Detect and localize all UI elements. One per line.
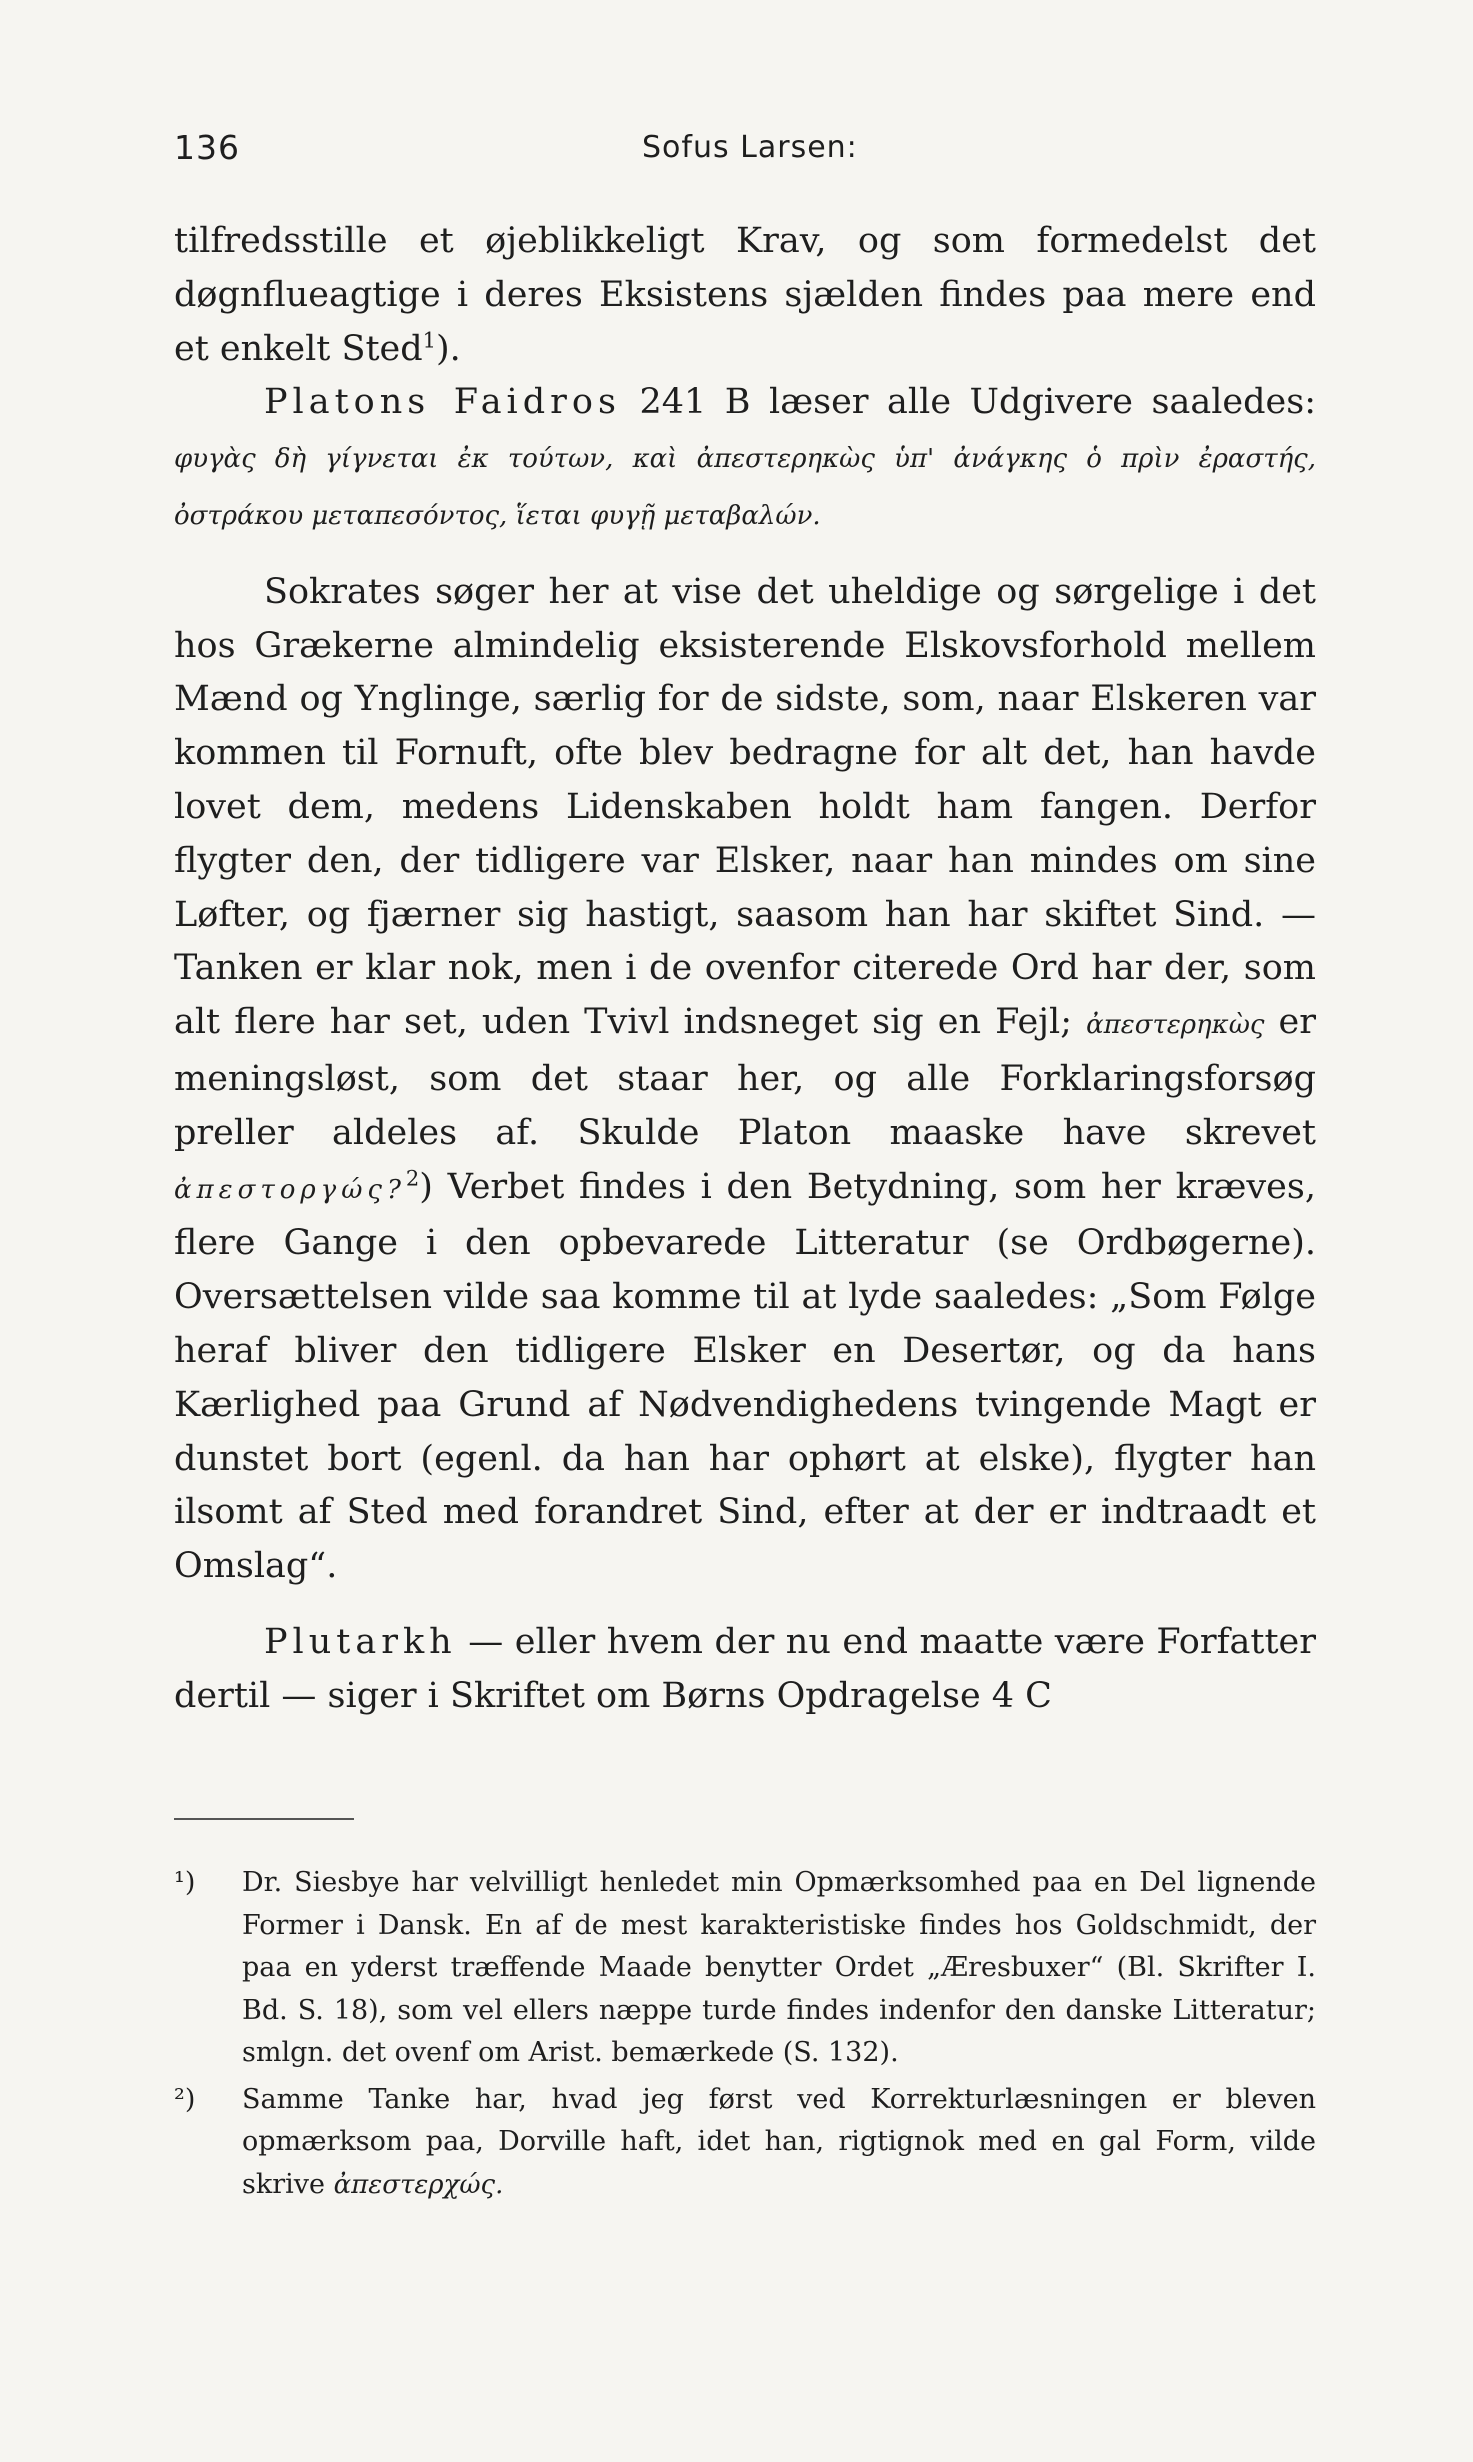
- running-head: Sofus Larsen:: [642, 130, 858, 165]
- paragraph-3-text-a: Sokrates søger her at vise det uheldige og sørgelige i det hos Grækerne almindelig eksisterende Elskovsforhold mellem Mænd og Ynglinge, særlig for de sidste, som, naar Elskeren var kommen til Fornuft, ofte blev bedragne for alt det, han havde lovet dem, medens Lidenskaben holdt ham fangen. Derfor flygter den, der tidligere var Elsker, naar han mindes om sine Løfter, og fjærner sig hastigt, saasom han har skiftet Sind. — Tanken er klar nok, men i de ovenfor citerede Ord har der, som alt flere har set, uden Tvivl indsneget sig en Fejl;: [174, 571, 1316, 1043]
- paragraph-3: [174, 566, 1316, 1594]
- footnote-1-mark: ¹): [174, 1867, 196, 1898]
- paragraph-2: [174, 376, 1316, 543]
- paragraph-3-text-c: ) Verbet findes i den Betydning, som her kræves, flere Gange i den opbevarede Litteratur (se Ordbøgerne). Oversættelsen vilde saa komme til at lyde saaledes: „Som Følge heraf bliver den tidligere Elsker en Desertør, og da hans Kærlighed paa Grund af Nødvendighedens tvingende Magt er dunstet bort (egenl. da han har ophørt at elske), flygter han ilsomt af Sted med forandret Sind, efter at der er indtraadt et Omslag“.: [174, 1166, 1316, 1587]
- paragraph-1-text: tilfredsstille et øjeblikkeligt Krav, og som formedelst det døgnflueagtige i deres Eksistens sjælden findes paa mere end et enkelt Sted: [174, 221, 1316, 369]
- page-header: [174, 128, 1316, 178]
- footnote-ref-1: 1: [422, 327, 436, 352]
- footnote-separator: [174, 1818, 354, 1820]
- footnote-2-mark: ²): [174, 2083, 196, 2115]
- footnote-2-greek: ἀπεστερχώς.: [333, 2169, 504, 2200]
- paragraph-gap: [174, 1594, 1316, 1616]
- footnote-1: [174, 1862, 1316, 2075]
- paragraph-1-end: ).: [436, 328, 461, 369]
- footnote-1-text: Dr. Siesbye har velvilligt henledet min Opmærksomhed paa en Del lignende Former i Dansk. En af de mest karakteristiske findes hos Goldschmidt, der paa en yderst træffende Maade benytter Ordet „Æresbuxer“ (Bl. Skrifter I. Bd. S. 18), som vel ellers næppe turde findes indenfor den danske Litteratur; smlgn. det ovenf om Arist. bemærkede (S. 132).: [242, 1867, 1316, 2068]
- greek-word-2: ἀπεστοργώς?: [174, 1174, 406, 1205]
- footnotes: [174, 1862, 1316, 2210]
- paragraph-4: [174, 1616, 1316, 1724]
- footnote-2: [174, 2079, 1316, 2207]
- main-text: [174, 215, 1316, 1724]
- paragraph-gap: [174, 544, 1316, 566]
- paragraph-1: [174, 215, 1316, 376]
- work-title-faidros: Platons Faidros: [264, 382, 621, 423]
- author-name-plutarkh: Plutarkh: [264, 1621, 457, 1662]
- footnote-2-text: Samme Tanke har, hvad jeg først ved Korrekturlæsningen er bleven opmærksom paa, Dorville haft, idet han, rigtignok med en gal Form, vilde skrive: [242, 2083, 1316, 2200]
- paragraph-4-text: — eller hvem der nu end maatte være Forfatter dertil — siger i Skriftet om Børns Opdragelse 4 C: [174, 1621, 1316, 1716]
- page-number: 136: [174, 128, 240, 167]
- greek-quotation: φυγὰς δὴ γίγνεται ἐκ τούτων, καὶ ἀπεστερηκὼς ὑπ' ἀνάγκης ὁ πρὶν ἐραστής, ὀστράκου μεταπεσόντος, ἵεται φυγῇ μεταβαλών.: [174, 444, 1316, 531]
- greek-word-1: ἀπεστερηκὼς: [1086, 1010, 1265, 1041]
- paragraph-3-text-b: er meningsløst, som det staar her, og alle Forklaringsforsøg preller aldeles af. Skulde Platon maaske have skrevet: [174, 1002, 1316, 1153]
- paragraph-2-text: 241 B læser alle Udgivere saaledes:: [620, 382, 1316, 423]
- footnote-ref-2: 2: [405, 1165, 420, 1190]
